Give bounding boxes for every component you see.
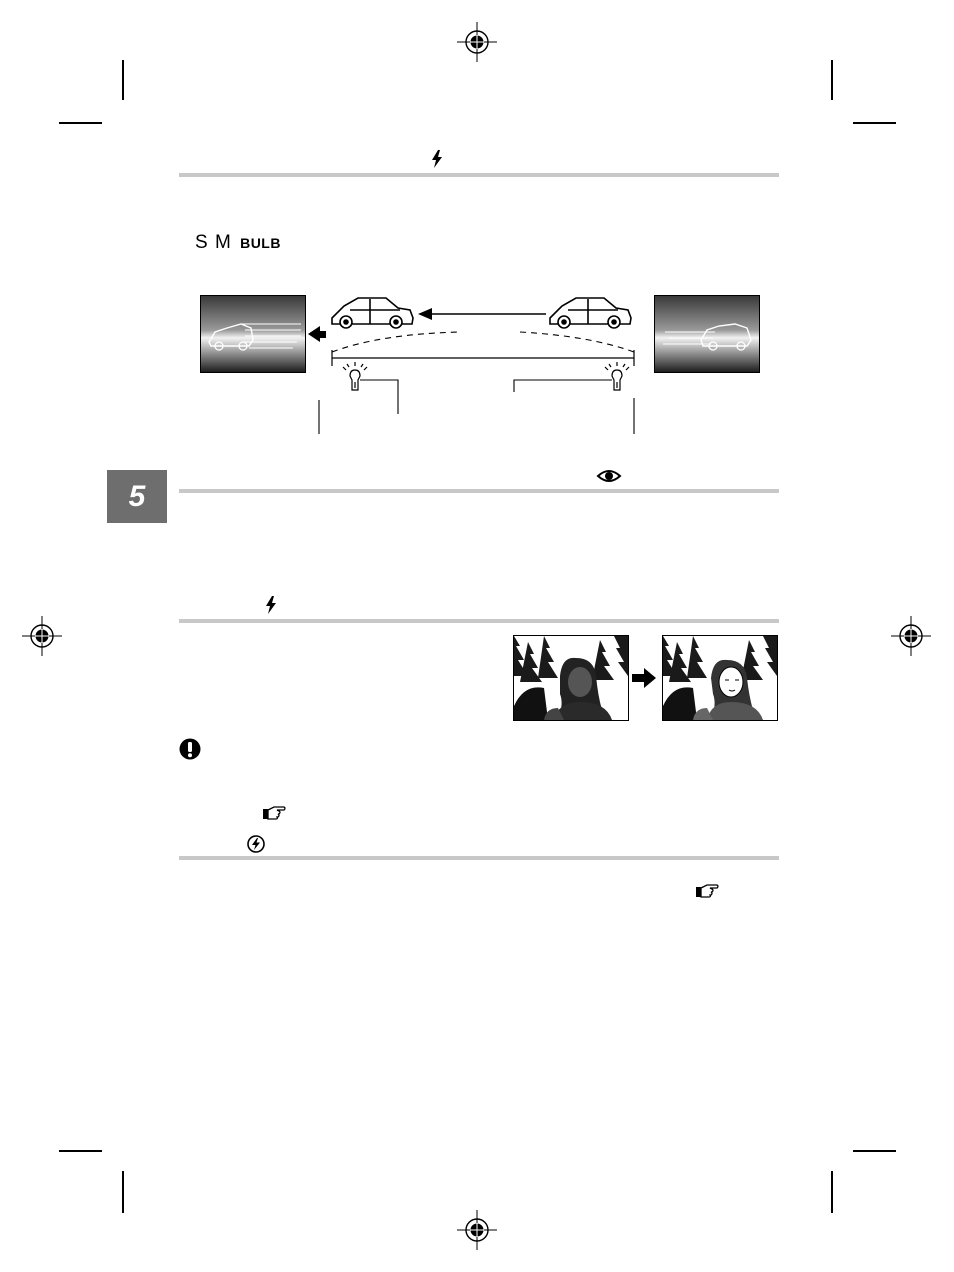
pointing-hand-icon [262,805,286,821]
car-icon [332,298,413,328]
mode-s: S [195,232,209,253]
registration-mark-icon [457,22,497,62]
crop-mark [831,60,833,100]
left-arrow-icon [308,326,326,342]
flash-off-icon [247,835,265,853]
registration-mark-icon [891,616,931,656]
backlit-portrait-before-photo [513,635,629,721]
flash-bolt-icon [431,150,443,168]
registration-mark-icon [22,616,62,656]
section-rule [179,619,779,623]
section-rule [179,489,779,493]
chapter-number: 5 [128,479,146,513]
car-icon [550,298,631,328]
crop-mark [853,122,896,124]
flash-bolt-icon [265,596,277,614]
car-motion-diagram [300,288,650,438]
section-rule [179,173,779,177]
exposure-mode-label [195,232,281,254]
crop-mark [831,1171,833,1213]
crop-mark [59,1150,102,1152]
section-rule [179,856,779,860]
red-eye-icon [596,467,622,485]
front-curtain-result-photo [654,295,760,373]
crop-mark [853,1150,896,1152]
crop-mark [122,60,124,100]
registration-mark-icon [457,1210,497,1250]
rear-curtain-result-photo [200,295,306,373]
fill-flash-portrait-after-photo [662,635,778,721]
right-arrow-icon [632,668,656,688]
pointing-hand-icon [695,883,719,899]
flash-bulb-icon [343,362,367,390]
chapter-tab [107,470,167,523]
mode-bulb: BULB [240,235,281,251]
crop-mark [122,1171,124,1213]
crop-mark [59,122,102,124]
flash-bulb-icon [605,362,629,390]
exclamation-icon [179,738,201,760]
mode-m: M [214,232,232,253]
